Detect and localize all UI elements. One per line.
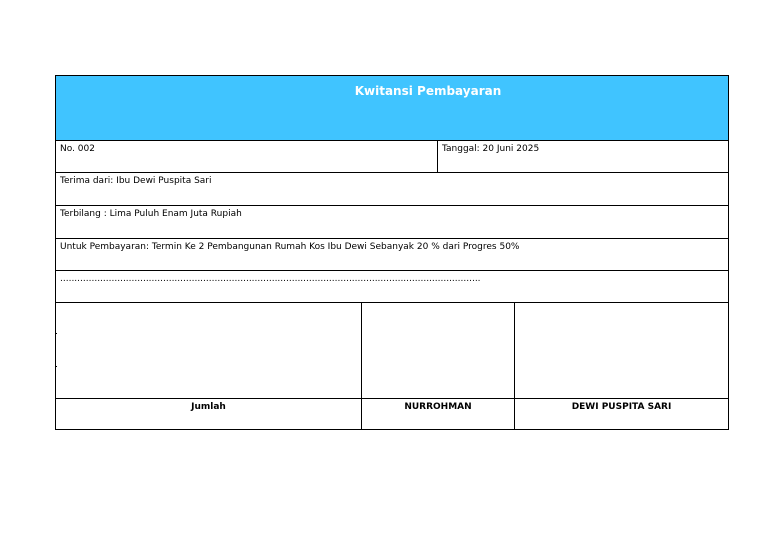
payment-for: Untuk Pembayaran: Termin Ke 2 Pembangunan Rumah Kos Ibu Dewi Sebanyak 20 % dari Progres 50% (60, 242, 520, 252)
amount-label: Jumlah (191, 402, 226, 412)
dotted-line: ................................................................................................................................................... (60, 274, 481, 284)
signer-2-name: DEWI PUSPITA SARI (571, 402, 672, 412)
number-date-row (56, 141, 728, 173)
receipt-title: Kwitansi Pembayaran (354, 84, 502, 98)
payment-for-row (56, 239, 728, 271)
signer-1-name: NURROHMAN (404, 402, 472, 412)
signature-baseline (56, 398, 728, 399)
amount-in-words-row (56, 206, 728, 239)
receipt (55, 75, 729, 430)
amount-in-words: Terbilang : Lima Puluh Enam Juta Rupiah (60, 209, 242, 219)
receipt-header (56, 76, 728, 141)
received-from-row (56, 173, 728, 206)
received-from: Terima dari: Ibu Dewi Puspita Sari (60, 176, 212, 186)
edge-tick (55, 366, 57, 367)
dotted-row (56, 271, 728, 303)
receipt-number: No. 002 (60, 144, 95, 154)
column-divider (437, 141, 438, 172)
edge-tick (55, 333, 57, 334)
receipt-date: Tanggal: 20 Juni 2025 (442, 144, 540, 154)
signature-area (56, 303, 728, 429)
